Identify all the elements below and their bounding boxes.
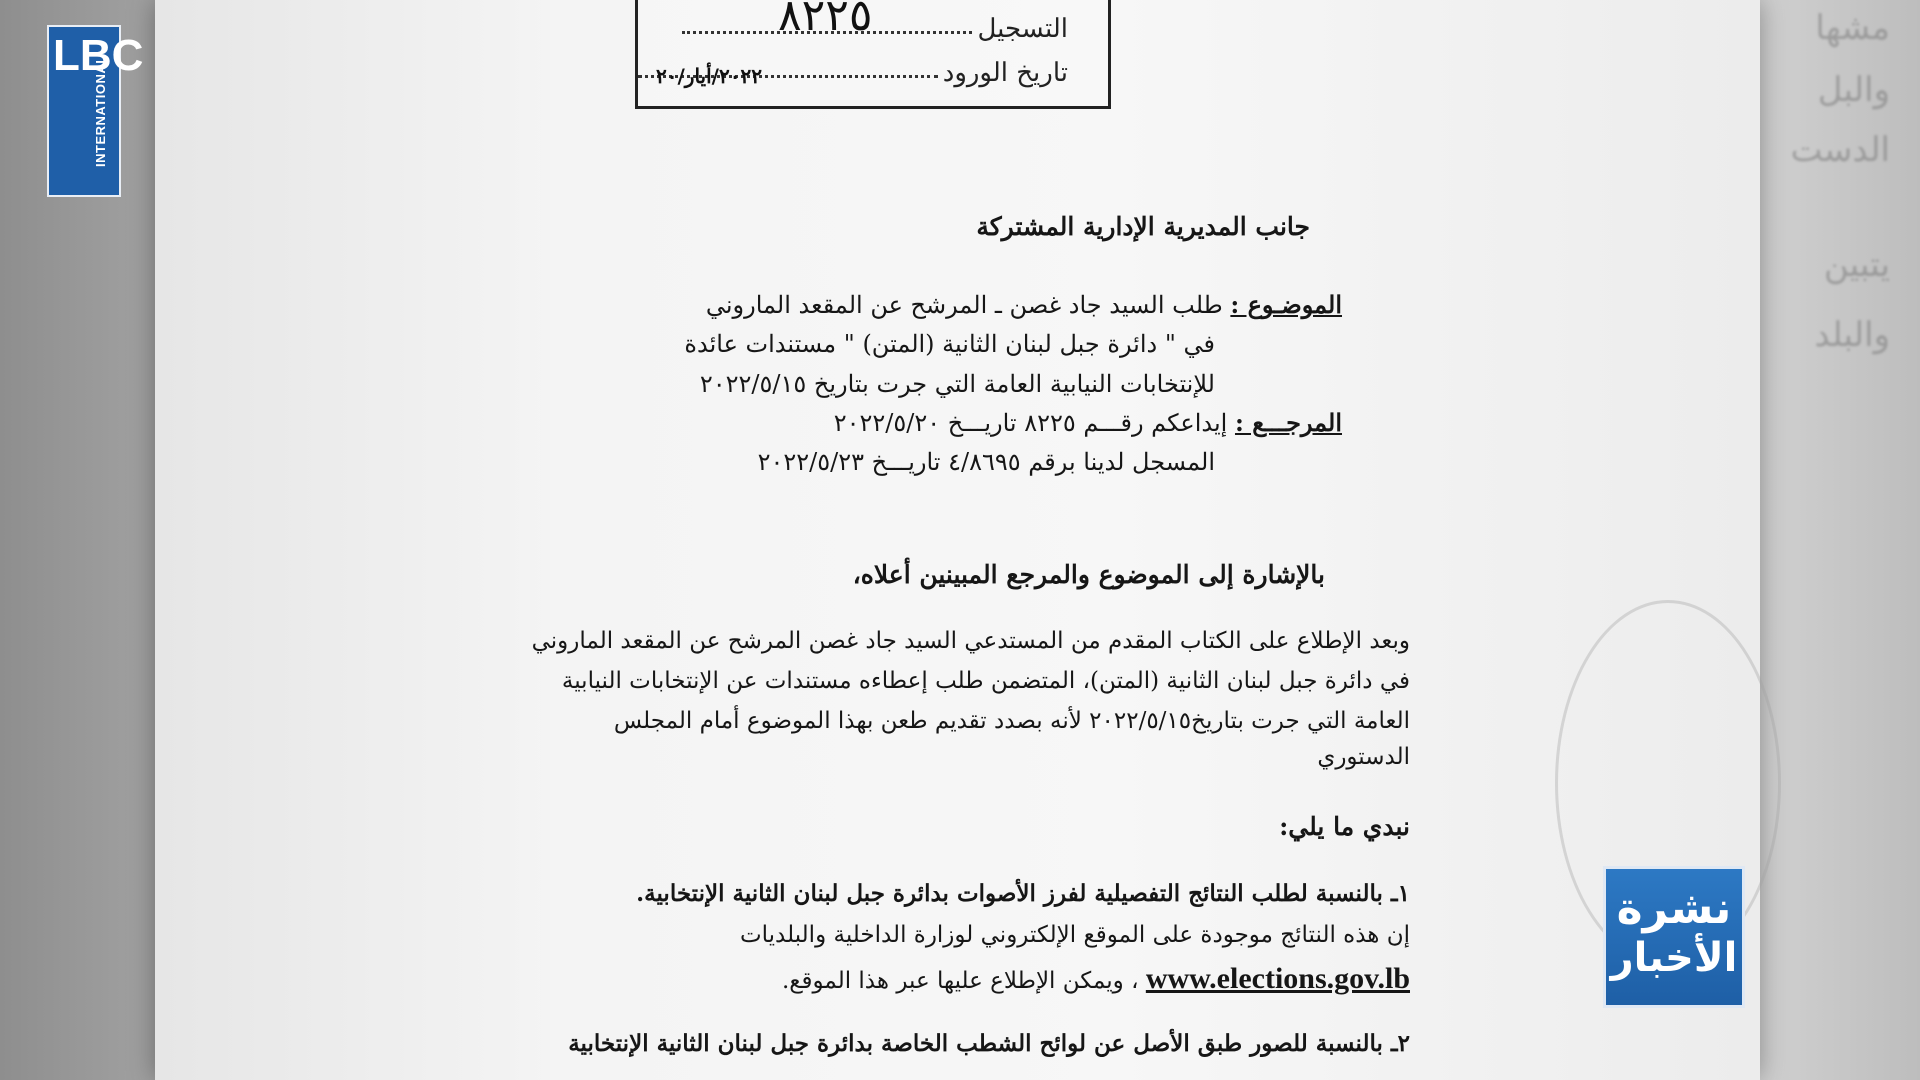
registration-stamp — [635, 0, 1111, 109]
reference-label: المرجـــع : — [1234, 408, 1342, 437]
logo-letters: LBC — [53, 31, 144, 80]
item-1-text: إن هذه النتائج موجودة على الموقع الإلكتروني لوزارة الداخلية والبلديات — [739, 922, 1410, 948]
body-line: في دائرة جبل لبنان الثانية (المتن)، المتضمن طلب إعطاءه مستندات عن الإنتخابات النيابية — [561, 668, 1410, 694]
subject-line: للإنتخابات النيابية العامة التي جرت بتاريخ ٢٠٢٢/٥/١٥ — [699, 370, 1215, 398]
body-line: وبعد الإطلاع على الكتاب المقدم من المستدعي السيد جاد غصن المرشح عن المقعد الماروني — [531, 628, 1410, 654]
body-line: العامة التي جرت بتاريخ٢٠٢٢/٥/١٥ لأنه بصدد تقديم طعن بهذا الموضوع أمام المجلس — [613, 708, 1410, 734]
document-page — [155, 0, 1760, 1080]
stamp-reg-label: التسجيل — [977, 14, 1068, 44]
news-bulletin-badge — [1603, 866, 1745, 1008]
background-text: يتبين — [1823, 245, 1890, 285]
stamp-number: ٨٢٢٥ — [778, 0, 873, 41]
note-heading: نبدي ما يلي: — [1279, 812, 1410, 841]
logo-sub: INTERNATIONAL — [93, 55, 108, 167]
addressee: جانب المديرية الإدارية المشتركة — [976, 212, 1310, 241]
item-1-title: ١ـ بالنسبة لطلب النتائج التفصيلية لفرز الأصوات بدائرة جبل لبنان الثانية الإنتخابية. — [636, 880, 1410, 907]
subject-line: الموضـوع : طلب السيد جاد غصن ـ المرشح عن المقعد الماروني — [705, 290, 1342, 319]
reference-line: المسجل لدينا برقم ٤/٨٦٩٥ تاريـــخ ٢٠٢٢/٥/٢٣ — [757, 448, 1215, 476]
badge-line-2: الأخبار — [1610, 935, 1738, 981]
item-2-title: ٢ـ بالنسبة للصور طبق الأصل عن لوائح الشطب الخاصة بدائرة جبل لبنان الثانية الإنتخابية — [568, 1030, 1410, 1057]
intro-paragraph: بالإشارة إلى الموضوع والمرجع المبينين أعلاه، — [852, 560, 1325, 589]
subject-label: الموضـوع : — [1230, 290, 1342, 319]
item-1-link-line: www.elections.gov.lb ، ويمكن الإطلاع عليها عبر هذا الموقع. — [781, 962, 1410, 995]
background-text: مشها — [1815, 8, 1890, 48]
elections-link[interactable]: www.elections.gov.lb — [1145, 962, 1410, 995]
background-text: والبلد — [1814, 315, 1890, 355]
stamp-date-value: ٢٠٢٢/أيار/٢٠ — [656, 64, 762, 88]
reference-line: المرجـــع : إيداعكم رقـــم ٨٢٢٥ تاريـــخ ٢٠٢٢/٥/٢٠ — [833, 408, 1342, 437]
badge-line-1: نشرة — [1616, 883, 1732, 934]
body-line: الدستوري — [1317, 744, 1410, 770]
lbc-logo — [47, 25, 144, 197]
subject-line: في " دائرة جبل لبنان الثانية (المتن) " مستندات عائدة — [684, 330, 1215, 358]
stamp-date-label: تاريخ الورود — [942, 58, 1068, 88]
background-right-page — [1745, 0, 1920, 1080]
background-text: الدست — [1790, 130, 1890, 170]
background-text: والبل — [1817, 70, 1890, 110]
